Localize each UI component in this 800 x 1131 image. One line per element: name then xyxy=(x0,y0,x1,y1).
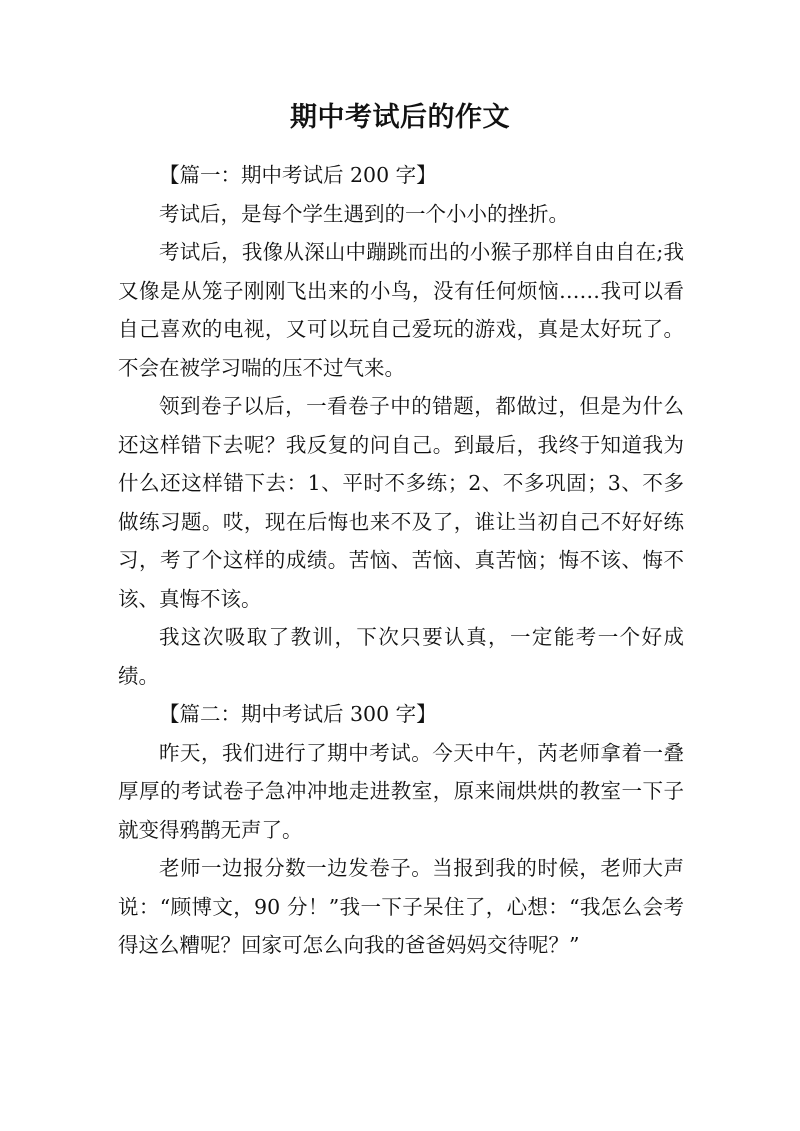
document-title: 期中考试后的作文 xyxy=(290,102,510,133)
document-body xyxy=(118,156,684,965)
paragraph: 考试后，是每个学生遇到的一个小小的挫折。 xyxy=(159,201,569,226)
section-heading: 【篇二：期中考试后 300 字】 xyxy=(159,702,437,726)
paragraph: 昨天，我们进行了期中考试。今天中午，芮老师拿着一叠厚厚的考试卷子急冲冲地走进教室，原来闹烘烘的教室一下子就变得鸦鹊无声了。 xyxy=(118,740,684,842)
paragraph: 考试后，我像从深山中蹦跳而出的小猴子那样自由自在;我又像是从笼子刚刚飞出来的小鸟，没有任何烦恼……我可以看自己喜欢的电视，又可以玩自己爱玩的游戏，真是太好玩了。不会在被学习喘的压不过气来。 xyxy=(118,240,684,380)
section-heading: 【篇一：期中考试后 200 字】 xyxy=(159,163,437,187)
paragraph: 我这次吸取了教训，下次只要认真，一定能考一个好成绩。 xyxy=(118,625,684,688)
paragraph: 领到卷子以后，一看卷子中的错题，都做过，但是为什么还这样错下去呢？我反复的问自己。到最后，我终于知道我为什么还这样错下去：1、平时不多练；2、不多巩固；3、不多做练习题。哎，现在后悔也来不及了，谁让当初自己不好好练习，考了个这样的成绩。苦恼、苦恼、真苦恼；悔不该、悔不该、真悔不该。 xyxy=(118,394,684,611)
paragraph: 老师一边报分数一边发卷子。当报到我的时候，老师大声说：“顾博文，90 分！”我一下子呆住了，心想：“我怎么会考得这么糟呢？回家可怎么向我的爸爸妈妈交待呢？” xyxy=(118,856,684,957)
